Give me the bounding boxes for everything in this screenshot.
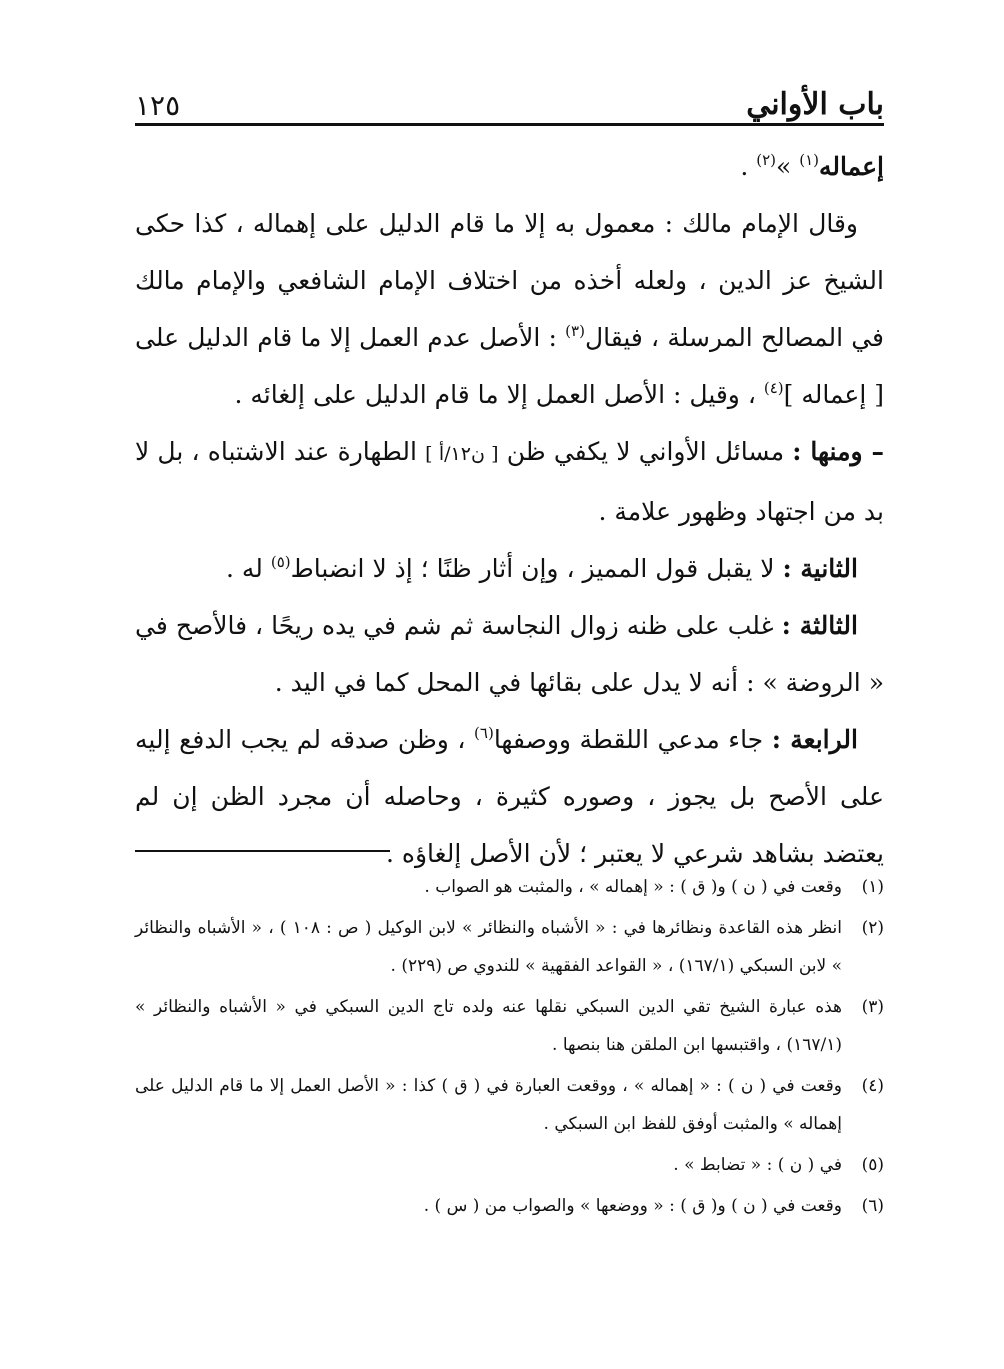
text-run: مسائل الأواني لا يكفي ظن — [498, 437, 793, 466]
text-run: الطهارة عند الاشتباه ، بل لا بد من اجتهاد وظهور علامة . — [135, 437, 884, 526]
paragraph-third — [135, 597, 884, 711]
running-header — [135, 70, 884, 122]
quote-close: » — [776, 152, 800, 181]
lead-label: الثالثة : — [781, 611, 858, 640]
footnote-ref: (٦) — [474, 724, 494, 742]
text-run: ، وقيل : الأصل العمل إلا ما قام الدليل على إلغائه . — [234, 380, 764, 409]
text-run: لا يقبل قول المميز ، وإن أثار ظنًا ؛ إذ لا انضباط — [290, 554, 783, 583]
footnote-number: (٦) — [861, 1196, 884, 1216]
period: . — [740, 152, 757, 181]
footnote-number: (٤) — [861, 1076, 884, 1096]
lead-label: الرابعة : — [771, 725, 858, 754]
lead-label: – ومنها : — [792, 437, 884, 466]
text-run: له . — [225, 554, 271, 583]
footnote — [135, 1187, 884, 1225]
footnote-text: في ( ن ) : « تضابط » . — [673, 1155, 842, 1175]
header-rule — [135, 123, 884, 126]
bold-word: إعماله — [819, 152, 884, 181]
footnote-text: وقعت في ( ن ) و( ق ) : « إهماله » ، والمثبت هو الصواب . — [424, 877, 842, 897]
footnote — [135, 868, 884, 906]
text-run: : الأصل عدم العمل إلا ما قام الدليل على [ إعماله ] — [135, 323, 884, 409]
footnote-ref: (٤) — [763, 379, 784, 397]
footnote-number: (٢) — [861, 918, 884, 938]
footnote-ref: (٢) — [756, 151, 776, 169]
paragraph-continuation — [135, 138, 884, 195]
footnote — [135, 909, 884, 985]
text-run: ، وظن صدقه لم يجب الدفع إليه على الأصح بل يجوز ، وصوره كثيرة ، وحاصله أن مجرد الظن إن لم يعتضد بشاهد شرعي لا يعتبر ؛ لأن الأصل إلغاؤه . — [135, 725, 884, 868]
footnote-ref: (٣) — [565, 322, 585, 340]
paragraph-fourth — [135, 711, 884, 882]
footnote-number: (٥) — [861, 1155, 884, 1175]
paragraph-minha — [135, 423, 884, 540]
manuscript-folio: [ ن١٢/أ ] — [425, 443, 499, 465]
chapter-title: باب الأواني — [746, 87, 884, 122]
main-text — [135, 138, 884, 882]
footnote-number: (١) — [861, 877, 884, 897]
footnote-ref: (٥) — [270, 553, 291, 571]
paragraph-malik — [135, 195, 884, 423]
lead-label: الثانية : — [782, 554, 858, 583]
footnote-ref: (١) — [799, 151, 820, 169]
footnote — [135, 988, 884, 1064]
footnote-text: هذه عبارة الشيخ تقي الدين السبكي نقلها عنه ولده تاج الدين السبكي في « الأشباه والنظائر » (١٦٧/١) ، واقتبسها ابن الملقن هنا بنصها . — [135, 997, 842, 1055]
paragraph-second — [135, 540, 884, 597]
footnote — [135, 1146, 884, 1184]
footnote-text: وقعت في ( ن ) و( ق ) : « ووضعها » والصواب من ( س ) . — [423, 1196, 842, 1216]
footnote-text: انظر هذه القاعدة ونظائرها في : « الأشباه والنظائر » لابن الوكيل ( ص : ١٠٨ ) ، « الأشباه والنظائر » لابن السبكي (١٦٧/١) ، « القواعد الفقهية » للندوي ص (٢٢٩) . — [135, 918, 842, 976]
text-run: جاء مدعي اللقطة ووصفها — [493, 725, 772, 754]
footnote-number: (٣) — [861, 997, 884, 1017]
footnote-separator — [135, 850, 390, 852]
page-number: ١٢٥ — [135, 89, 181, 122]
footnote-text: وقعت في ( ن ) : « إهماله » ، ووقعت العبارة في ( ق ) كذا : « الأصل العمل إلا ما قام الدليل على إهماله » والمثبت أوفق للفظ ابن السبكي . — [135, 1076, 842, 1134]
text-run: وقال الإمام مالك : معمول به إلا ما قام الدليل على إهماله ، كذا حكى الشيخ عز الدين ، ولعله أخذه من اختلاف الإمام الشافعي والإمام مالك في المصالح المرسلة ، فيقال — [135, 209, 885, 352]
footnotes — [135, 868, 884, 1228]
text-run: غلب على ظنه زوال النجاسة ثم شم في يده ريحًا ، فالأصح في « الروضة » : أنه لا يدل على بقائها في المحل كما في اليد . — [135, 611, 884, 697]
footnote — [135, 1067, 884, 1143]
